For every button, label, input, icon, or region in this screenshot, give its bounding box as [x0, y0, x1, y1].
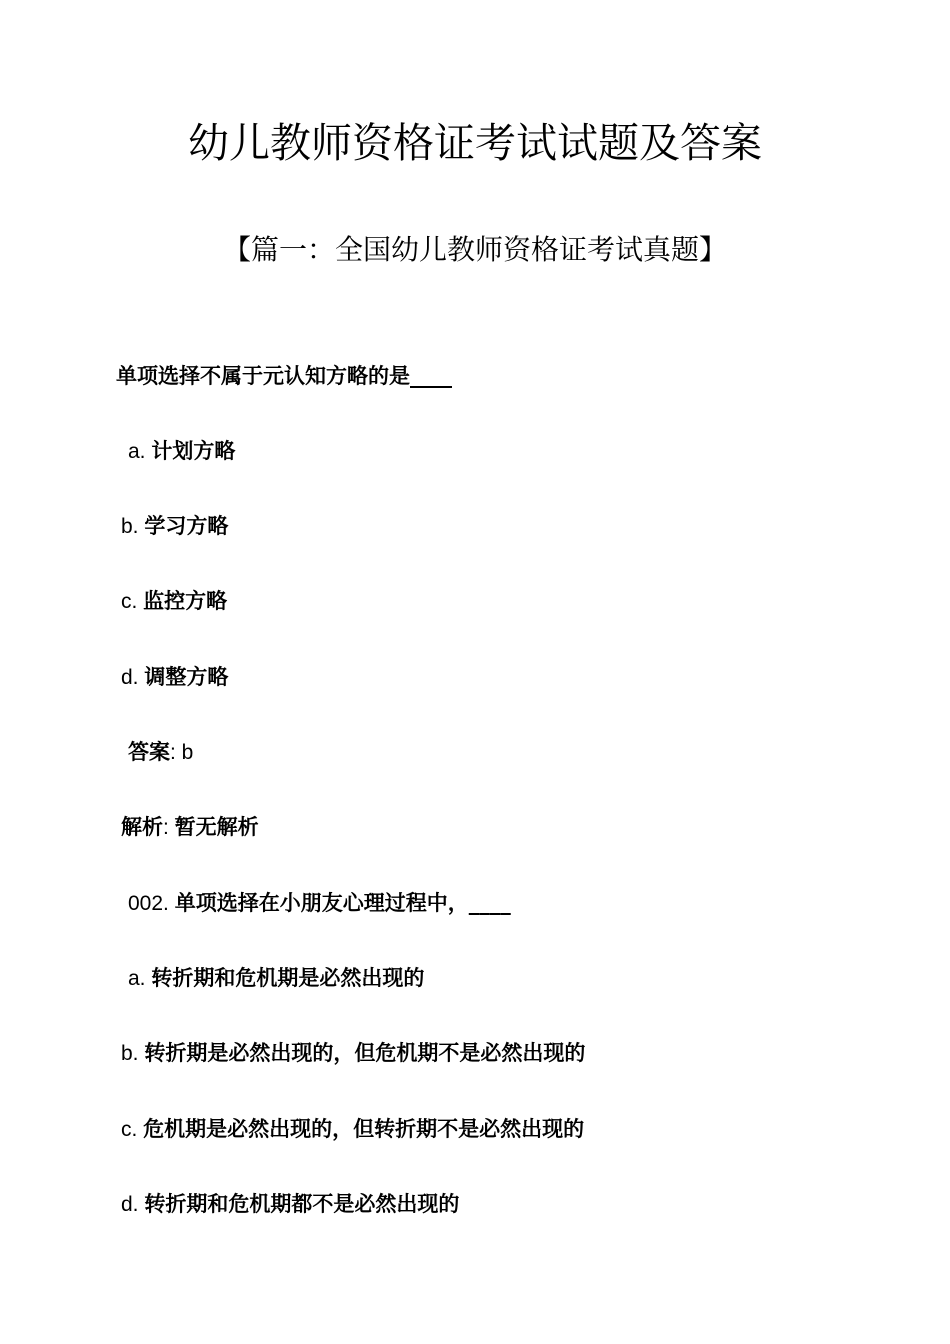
option-text: 危机期是必然出现的，但转折期不是必然出现的: [143, 1117, 585, 1141]
question-number: 002.: [128, 892, 175, 915]
question-2-stem: [128, 889, 511, 918]
analysis-text: 暂无解析: [174, 815, 259, 839]
option-label: d.: [121, 666, 145, 689]
analysis-label: 解析: [121, 815, 163, 839]
option-label: d.: [121, 1193, 145, 1216]
answer-value: : b: [170, 741, 194, 764]
option-text: 转折期和危机期都不是必然出现的: [144, 1192, 460, 1216]
question-2-option-a: [128, 964, 424, 993]
option-text: 转折期是必然出现的，但危机期不是必然出现的: [144, 1041, 586, 1065]
document-title: 幼儿教师资格证考试试题及答案: [188, 119, 762, 167]
question-1-option-b: [121, 512, 228, 541]
section-heading: 【篇一：全国幼儿教师资格证考试真题】: [222, 233, 727, 266]
question-2-option-b: [121, 1039, 585, 1068]
option-label: c.: [121, 590, 144, 613]
option-label: a.: [128, 967, 152, 990]
question-1-analysis: [121, 813, 259, 842]
question-2-option-d: [121, 1190, 459, 1219]
option-text: 计划方略: [151, 439, 236, 463]
question-1-stem-text: 单项选择不属于元认知方略的是____: [116, 364, 452, 388]
option-label: a.: [128, 440, 152, 463]
analysis-separator: :: [163, 816, 175, 839]
option-text: 调整方略: [144, 665, 229, 689]
question-1-option-a: [128, 437, 235, 466]
question-2-stem-text: 单项选择在小朋友心理过程中，____: [174, 891, 511, 915]
question-2-option-c: [121, 1115, 584, 1144]
question-1-option-d: [121, 663, 228, 692]
option-text: 监控方略: [143, 589, 228, 613]
option-text: 学习方略: [144, 514, 229, 538]
answer-label: 答案: [128, 740, 170, 764]
option-text: 转折期和危机期是必然出现的: [151, 966, 425, 990]
option-label: b.: [121, 1042, 145, 1065]
option-label: c.: [121, 1118, 144, 1141]
option-label: b.: [121, 515, 145, 538]
question-1-option-c: [121, 587, 227, 616]
question-1-answer: [128, 738, 193, 767]
question-1-stem: [116, 362, 452, 390]
